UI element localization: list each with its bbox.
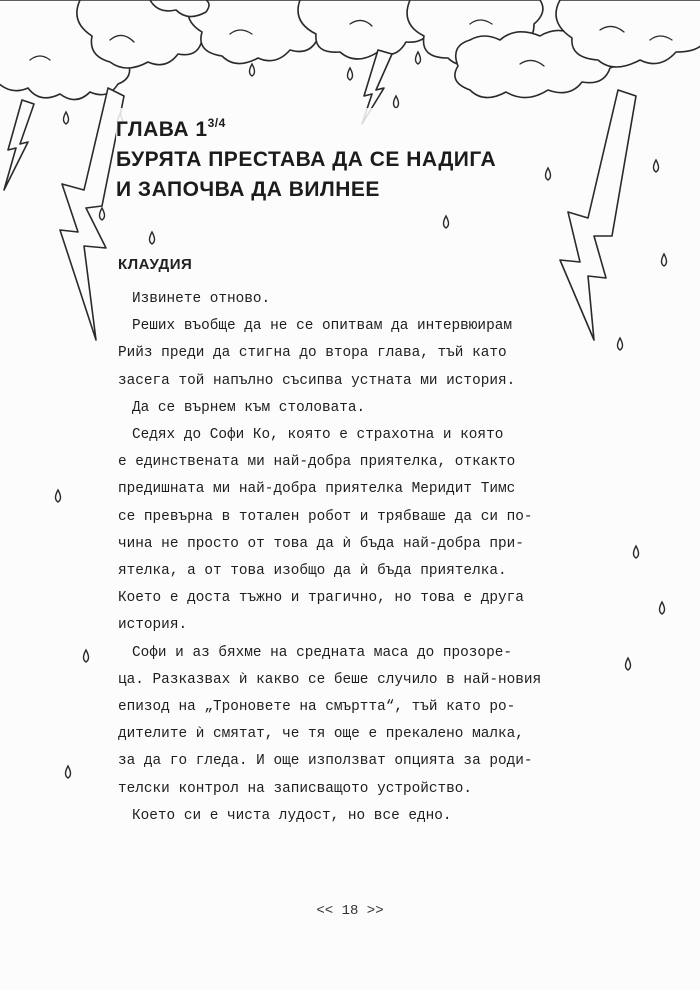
narrator-name: КЛАУДИЯ xyxy=(118,256,193,273)
chapter-title-line-2: И ЗАПОЧВА ДА ВИЛНЕЕ xyxy=(116,178,380,201)
text-line: чина не просто от това да ѝ бъда най-добра при- xyxy=(118,535,524,552)
text-line: ятелка, а от това изобщо да ѝ бъда приятелка. xyxy=(118,563,507,580)
text-line: история. xyxy=(118,617,188,634)
cloud-bank xyxy=(0,0,700,100)
text-line: епизод на „Троновете на смъртта“, тъй като ро- xyxy=(118,699,516,716)
text-line: Извинете отново. xyxy=(132,291,271,307)
text-line: дителите ѝ смятат, че тя още е прекалено малка, xyxy=(118,726,524,743)
chapter-number xyxy=(116,108,536,145)
chapter-fraction: 3/4 xyxy=(207,116,226,130)
chapter-title-line-1: БУРЯТА ПРЕСТАВА ДА СЕ НАДИГА xyxy=(116,148,497,171)
text-line: е единствената ми най-добра приятелка, откакто xyxy=(118,454,516,471)
text-line: Софи и аз бяхме на средната маса до прозоре- xyxy=(132,644,512,661)
text-line: Реших въобще да не се опитвам да интервюирам xyxy=(132,318,512,335)
text-line: Седях до Софи Ко, която е страхотна и която xyxy=(132,427,504,444)
text-line: телски контрол на записващото устройство. xyxy=(118,780,473,797)
text-line: Да се върнем към столовата. xyxy=(132,399,366,416)
text-line: Което е доста тъжно и трагично, но това е друга xyxy=(118,590,524,607)
text-line: Което си е чиста лудост, но все едно. xyxy=(132,807,452,824)
text-line: предишната ми най-добра приятелка Меридит Тимс xyxy=(118,481,516,498)
text-line: засега той напълно съсипва устната ми история. xyxy=(118,372,516,389)
text-line: ца. Разказвах ѝ какво се беше случило в най-новия xyxy=(118,671,542,688)
chapter-label: ГЛАВА 1 xyxy=(116,118,208,141)
page-number: << 18 >> xyxy=(316,903,384,919)
chapter-heading xyxy=(116,108,536,205)
text-line: се превърна в тотален робот и трябваше да си по- xyxy=(118,508,533,525)
body-text xyxy=(118,286,588,830)
text-line: за да го гледа. И още използват опцията за роди- xyxy=(118,753,533,770)
text-line: Рийз преди да стигна до втора глава, тъй като xyxy=(118,345,507,362)
